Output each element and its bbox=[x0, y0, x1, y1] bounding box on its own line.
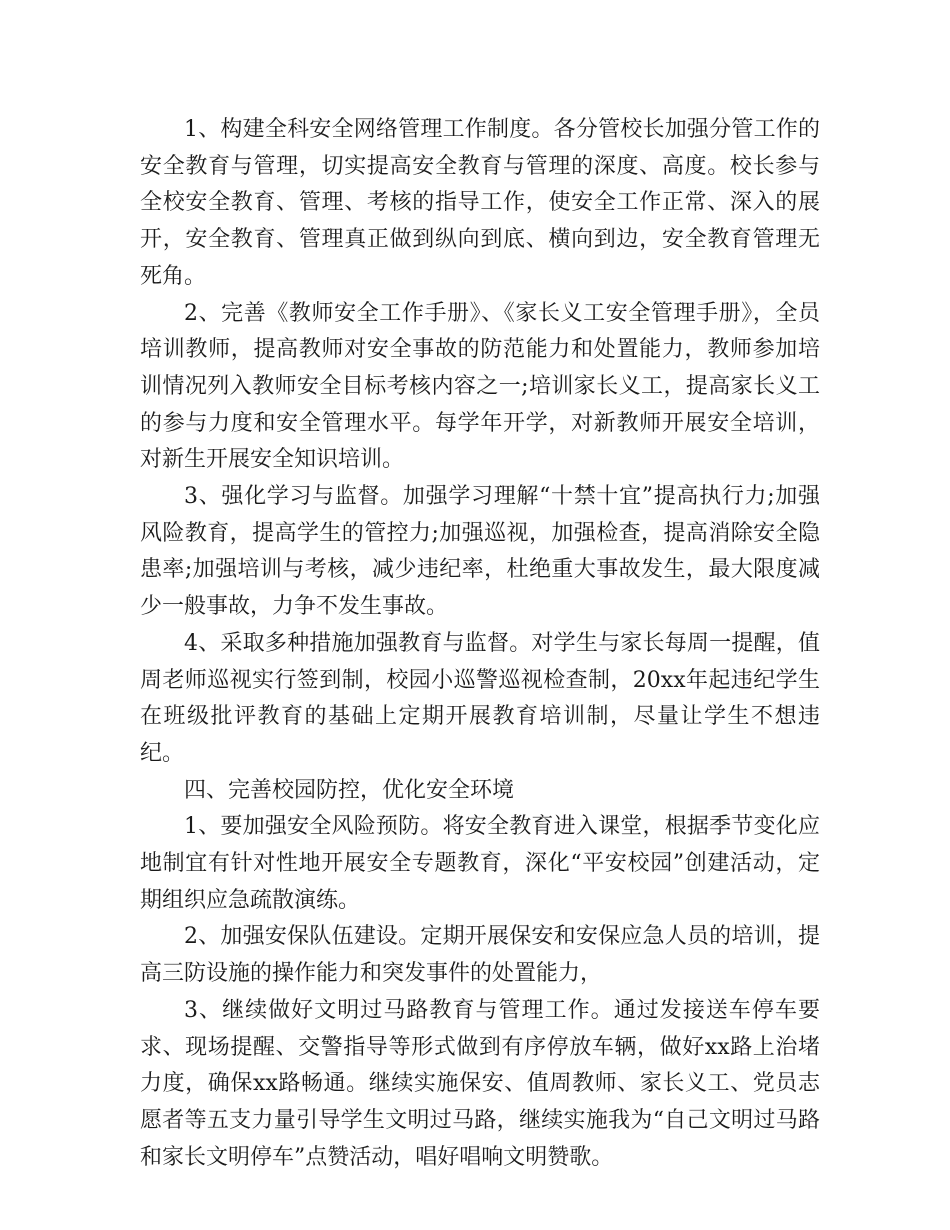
paragraph-4: 4、采取多种措施加强教育与监督。对学生与家长每周一提醒，值周老师巡视实行签到制，校园小巡警巡视检查制，20xx年起违纪学生在班级批评教育的基础上定期开展教育培训制，尽量让学生不想违纪。 bbox=[140, 630, 820, 766]
document-body bbox=[140, 112, 820, 1176]
paragraph-2: 2、完善《教师安全工作手册》、《家长义工安全管理手册》，全员培训教师，提高教师对安全事故的防范能力和处置能力，教师参加培训情况列入教师安全目标考核内容之一;培训家长义工，提高家长义工的参与力度和安全管理水平。每学年开学，对新教师开展安全培训，对新生开展安全知识培训。 bbox=[140, 300, 820, 473]
paragraph-5: 1、要加强安全风险预防。将安全教育进入课堂，根据季节变化应地制宜有针对性地开展安全专题教育，深化“平安校园”创建活动，定期组织应急疏散演练。 bbox=[140, 814, 820, 913]
section-heading: 四、完善校园防控，优化安全环境 bbox=[184, 777, 515, 803]
paragraph-6: 2、加强安保队伍建设。定期开展保安和安保应急人员的培训，提高三防设施的操作能力和突发事件的处置能力， bbox=[140, 924, 820, 987]
paragraph-3: 3、强化学习与监督。加强学习理解“十禁十宜”提高执行力;加强风险教育，提高学生的管控力;加强巡视，加强检查，提高消除安全隐患率;加强培训与考核，减少违纪率，杜绝重大事故发生，最大限度减少一般事故，力争不发生事故。 bbox=[140, 484, 820, 620]
paragraph-7: 3、继续做好文明过马路教育与管理工作。通过发接送车停车要求、现场提醒、交警指导等形式做到有序停放车辆，做好xx路上治堵力度，确保xx路畅通。继续实施保安、值周教师、家长义工、党员志愿者等五支力量引导学生文明过马路，继续实施我为“自己文明过马路和家长文明停车”点赞活动，唱好唱响文明赞歌。 bbox=[140, 997, 820, 1170]
paragraph-1: 1、构建全科安全网络管理工作制度。各分管校长加强分管工作的安全教育与管理，切实提高安全教育与管理的深度、高度。校长参与全校安全教育、管理、考核的指导工作，使安全工作正常、深入的展开，安全教育、管理真正做到纵向到底、横向到边，安全教育管理无死角。 bbox=[140, 117, 820, 289]
